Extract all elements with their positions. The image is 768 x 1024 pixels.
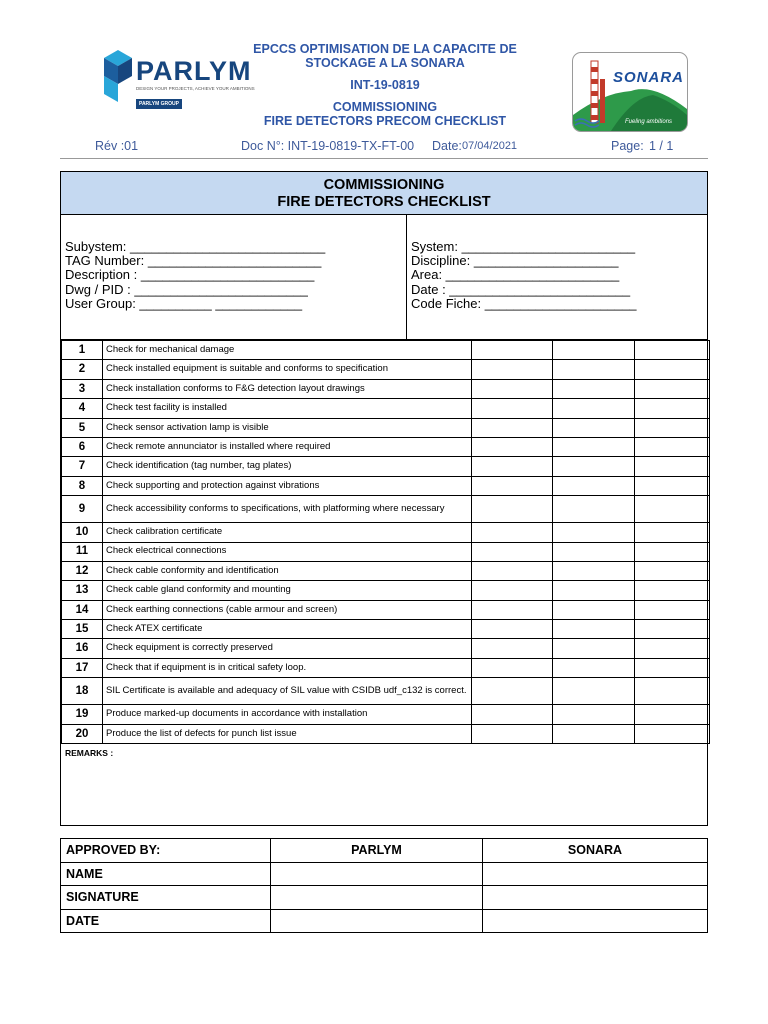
check-cell[interactable] — [472, 476, 553, 495]
check-cell[interactable] — [472, 600, 553, 619]
checklist-row — [62, 399, 710, 418]
item-number: 15 — [62, 620, 103, 639]
item-number: 20 — [62, 724, 103, 743]
item-description: Check cable conformity and identification — [103, 561, 472, 580]
tag-number-field[interactable]: TAG Number: ________________________ — [65, 253, 322, 269]
check-cell[interactable] — [553, 658, 635, 677]
check-cell[interactable] — [635, 437, 710, 456]
parlym-column-header: PARLYM — [271, 839, 483, 863]
check-cell[interactable] — [472, 418, 553, 437]
check-cell[interactable] — [553, 724, 635, 743]
date-row-label: DATE — [61, 909, 271, 933]
check-cell[interactable] — [553, 360, 635, 379]
check-cell[interactable] — [553, 457, 635, 476]
check-cell[interactable] — [472, 360, 553, 379]
sonara-tagline: Fueling ambitions — [625, 119, 673, 125]
check-cell[interactable] — [472, 399, 553, 418]
item-description: Check equipment is correctly preserved — [103, 639, 472, 658]
check-cell[interactable] — [553, 678, 635, 705]
item-number: 10 — [62, 523, 103, 542]
check-cell[interactable] — [553, 581, 635, 600]
info-fields-right — [411, 240, 637, 311]
check-cell[interactable] — [472, 581, 553, 600]
info-fields — [61, 215, 707, 340]
title-line-2: STOCKAGE A LA SONARA — [305, 56, 465, 70]
item-number: 14 — [62, 600, 103, 619]
check-cell[interactable] — [635, 581, 710, 600]
check-cell[interactable] — [635, 620, 710, 639]
item-description: SIL Certificate is available and adequacy of SIL value with CSIDB udf_c132 is correct. — [103, 678, 472, 705]
checklist-row — [62, 476, 710, 495]
approval-row-name — [61, 862, 708, 886]
item-number: 6 — [62, 437, 103, 456]
code-fiche-field[interactable]: Code Fiche: _____________________ — [411, 295, 637, 311]
check-cell[interactable] — [472, 724, 553, 743]
check-cell[interactable] — [472, 341, 553, 360]
check-cell[interactable] — [635, 523, 710, 542]
checklist-title — [61, 172, 707, 215]
check-cell[interactable] — [472, 639, 553, 658]
check-cell[interactable] — [472, 379, 553, 398]
header-divider — [60, 158, 708, 159]
check-cell[interactable] — [635, 639, 710, 658]
item-description: Check accessibility conforms to specifications, with platforming where necessary — [103, 496, 472, 523]
checklist-row — [62, 581, 710, 600]
item-description: Check cable gland conformity and mounting — [103, 581, 472, 600]
approval-row-signature — [61, 886, 708, 910]
user-group-field[interactable]: User Group: __________ ____________ — [65, 295, 303, 311]
check-cell[interactable] — [635, 399, 710, 418]
item-description: Check remote annunciator is installed where required — [103, 437, 472, 456]
approval-table — [60, 838, 708, 933]
item-description: Check electrical connections — [103, 542, 472, 561]
sonara-column-header: SONARA — [483, 839, 708, 863]
sonara-logo — [572, 52, 688, 132]
check-cell[interactable] — [553, 476, 635, 495]
check-cell[interactable] — [553, 639, 635, 658]
check-cell[interactable] — [472, 437, 553, 456]
page-label: Page: — [611, 139, 644, 153]
check-cell[interactable] — [635, 678, 710, 705]
document-info-line — [60, 139, 708, 157]
check-cell[interactable] — [635, 341, 710, 360]
check-cell[interactable] — [472, 678, 553, 705]
checklist-row — [62, 705, 710, 724]
parlym-group-badge: PARLYM GROUP — [136, 99, 182, 109]
name-label: NAME — [61, 862, 271, 886]
item-description: Check installation conforms to F&G detection layout drawings — [103, 379, 472, 398]
checklist-row — [62, 724, 710, 743]
check-cell[interactable] — [553, 341, 635, 360]
check-cell[interactable] — [472, 620, 553, 639]
checklist-form — [60, 171, 708, 826]
approved-by-label: APPROVED BY: — [61, 839, 271, 863]
check-cell[interactable] — [635, 542, 710, 561]
item-description: Check for mechanical damage — [103, 341, 472, 360]
item-number: 5 — [62, 418, 103, 437]
item-number: 13 — [62, 581, 103, 600]
item-description: Check identification (tag number, tag plates) — [103, 457, 472, 476]
checklist-row — [62, 561, 710, 580]
item-description: Check sensor activation lamp is visible — [103, 418, 472, 437]
page-value: 1 / 1 — [649, 139, 674, 153]
item-number: 12 — [62, 561, 103, 580]
checklist-row — [62, 542, 710, 561]
document-number: Doc N°: INT-19-0819-TX-FT-00 — [241, 139, 415, 153]
parlym-logo — [104, 50, 255, 116]
item-number: 16 — [62, 639, 103, 658]
check-cell[interactable] — [635, 476, 710, 495]
item-number: 9 — [62, 496, 103, 523]
parlym-logo-text: PARLYM — [136, 56, 252, 86]
item-description: Check test facility is installed — [103, 399, 472, 418]
item-description: Check installed equipment is suitable and conforms to specification — [103, 360, 472, 379]
sonara-date-cell[interactable] — [483, 909, 708, 933]
signature-label: SIGNATURE — [61, 886, 271, 910]
checklist-row — [62, 360, 710, 379]
item-number: 8 — [62, 476, 103, 495]
system-field[interactable]: System: ________________________ — [411, 239, 636, 254]
checklist-row — [62, 658, 710, 677]
date-field[interactable]: Date : _________________________ — [411, 281, 631, 297]
checklist-table — [61, 340, 710, 744]
item-number: 11 — [62, 542, 103, 561]
sonara-name-cell[interactable] — [483, 862, 708, 886]
checklist-row — [62, 678, 710, 705]
checklist-row — [62, 523, 710, 542]
area-field[interactable]: Area: ________________________ — [411, 267, 620, 283]
check-cell[interactable] — [553, 705, 635, 724]
check-cell[interactable] — [472, 658, 553, 677]
remarks-label: REMARKS : — [65, 748, 114, 758]
header-title-block — [240, 42, 530, 128]
item-description: Check earthing connections (cable armour and screen) — [103, 600, 472, 619]
check-cell[interactable] — [635, 658, 710, 677]
parlym-signature-cell[interactable] — [271, 886, 483, 910]
check-cell[interactable] — [553, 620, 635, 639]
description-field[interactable]: Description : ________________________ — [65, 267, 315, 283]
info-divider — [406, 215, 407, 339]
item-description: Produce the list of defects for punch list issue — [103, 724, 472, 743]
check-cell[interactable] — [553, 379, 635, 398]
title-line-1: EPCCS OPTIMISATION DE LA CAPACITE DE — [253, 42, 517, 56]
check-cell[interactable] — [553, 542, 635, 561]
item-description: Check that if equipment is in critical safety loop. — [103, 658, 472, 677]
revision: Rév :01 — [95, 139, 139, 153]
checklist-row — [62, 620, 710, 639]
check-cell[interactable] — [635, 561, 710, 580]
parlym-cube-icon — [104, 50, 132, 102]
subtitle-line-2: FIRE DETECTORS PRECOM CHECKLIST — [263, 114, 507, 128]
check-cell[interactable] — [553, 561, 635, 580]
checklist-row — [62, 341, 710, 360]
item-description: Produce marked-up documents in accordance with installation — [103, 705, 472, 724]
dwg-pid-field[interactable]: Dwg / PID : ________________________ — [65, 281, 308, 297]
item-number: 1 — [62, 341, 103, 360]
checklist-row — [62, 418, 710, 437]
check-cell[interactable] — [635, 379, 710, 398]
check-cell[interactable] — [553, 437, 635, 456]
check-cell[interactable] — [635, 496, 710, 523]
subtitle-line-1: COMMISSIONING — [332, 100, 438, 114]
item-description: Check supporting and protection against vibrations — [103, 476, 472, 495]
sonara-signature-cell[interactable] — [483, 886, 708, 910]
date-value: 07/04/2021 — [462, 140, 518, 152]
parlym-tagline: DESIGN YOUR PROJECTS, ACHIEVE YOUR AMBITIONS — [136, 86, 255, 91]
parlym-name-cell[interactable] — [271, 862, 483, 886]
check-cell[interactable] — [472, 496, 553, 523]
checklist-row — [62, 639, 710, 658]
check-cell[interactable] — [472, 523, 553, 542]
check-cell[interactable] — [635, 457, 710, 476]
check-cell[interactable] — [472, 561, 553, 580]
approval-header-row — [61, 839, 708, 863]
check-cell[interactable] — [553, 523, 635, 542]
checklist-row — [62, 457, 710, 476]
check-cell[interactable] — [472, 457, 553, 476]
subsystem-field[interactable]: Subystem: ___________________________ — [65, 239, 326, 254]
check-cell[interactable] — [472, 542, 553, 561]
item-number: 7 — [62, 457, 103, 476]
item-number: 2 — [62, 360, 103, 379]
item-description: Check calibration certificate — [103, 523, 472, 542]
item-number: 19 — [62, 705, 103, 724]
item-number: 18 — [62, 678, 103, 705]
check-cell[interactable] — [553, 399, 635, 418]
check-cell[interactable] — [635, 724, 710, 743]
approval-row-date — [61, 909, 708, 933]
date-label: Date: — [432, 139, 462, 153]
item-description: Check ATEX certificate — [103, 620, 472, 639]
check-cell[interactable] — [472, 705, 553, 724]
check-cell[interactable] — [635, 360, 710, 379]
checklist-title-line-1: COMMISSIONING — [323, 177, 445, 193]
item-number: 4 — [62, 399, 103, 418]
parlym-date-cell[interactable] — [271, 909, 483, 933]
check-cell[interactable] — [553, 418, 635, 437]
project-code: INT-19-0819 — [350, 78, 420, 92]
checklist-row — [62, 496, 710, 523]
item-number: 17 — [62, 658, 103, 677]
item-number: 3 — [62, 379, 103, 398]
checklist-row — [62, 379, 710, 398]
check-cell[interactable] — [635, 705, 710, 724]
checklist-row — [62, 600, 710, 619]
checklist-row — [62, 437, 710, 456]
sonara-logo-text: SONARA — [613, 69, 685, 86]
check-cell[interactable] — [635, 600, 710, 619]
info-fields-left — [65, 240, 325, 311]
checklist-title-line-2: FIRE DETECTORS CHECKLIST — [277, 194, 491, 210]
check-cell[interactable] — [553, 496, 635, 523]
discipline-field[interactable]: Discipline: ____________________ — [411, 253, 619, 269]
check-cell[interactable] — [635, 418, 710, 437]
check-cell[interactable] — [553, 600, 635, 619]
